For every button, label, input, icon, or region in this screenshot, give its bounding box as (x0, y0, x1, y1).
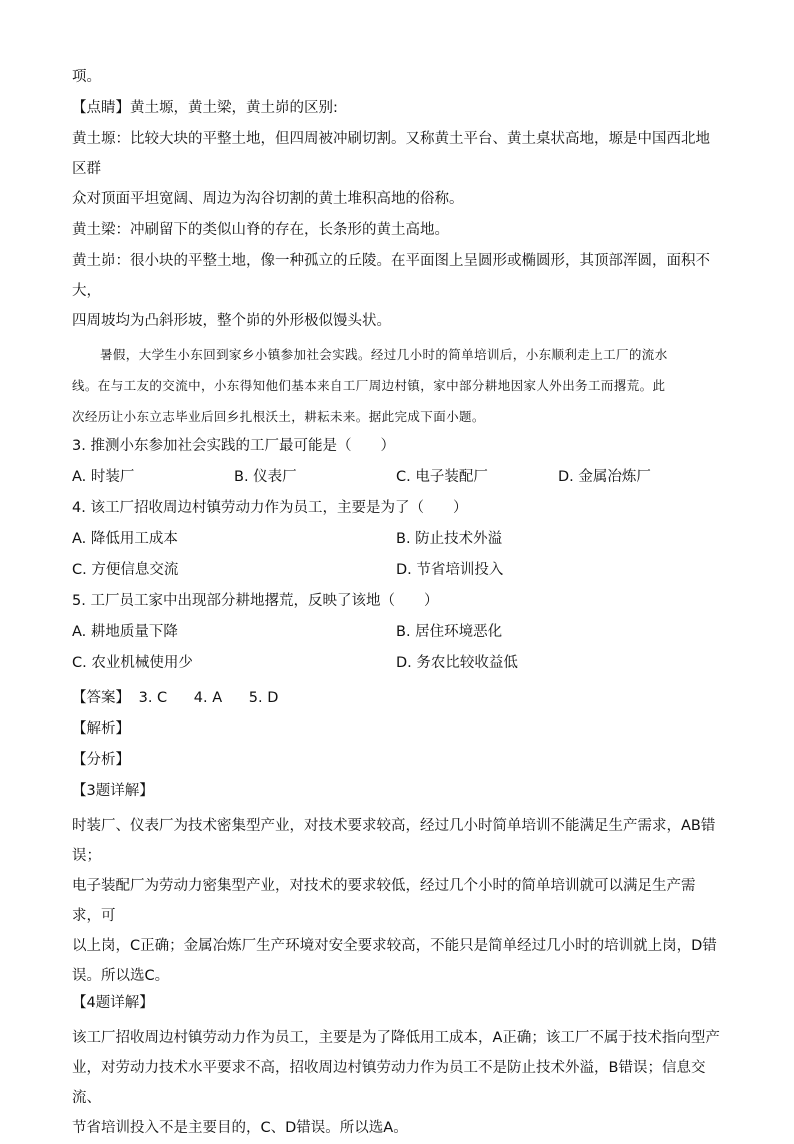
q5-option-b: B. 居住环境恶化 (396, 624, 503, 640)
q5-option-a: A. 耕地质量下降 (72, 624, 178, 640)
q3-option-c: C. 电子装配厂 (396, 469, 488, 485)
q3-detail-heading: 【3题详解】 (72, 783, 154, 799)
reading-passage (72, 340, 722, 431)
passage-line-2: 线。在与工友的交流中，小东得知他们基本来自工厂周边村镇，家中部分耕地因家人外出务工而撂荒。此 (72, 378, 666, 393)
q3-option-b: B. 仪表厂 (234, 469, 297, 485)
q4-detail-line-1: 该工厂招收周边村镇劳动力作为员工，主要是为了降低用工成本，A正确；该工厂不属于技术指向型产 (72, 1030, 720, 1046)
yuan-line-2: 众对顶面平坦宽阔、周边为沟谷切割的黄土堆积高地的俗称。 (72, 191, 464, 207)
mao-line-1: 黄土峁：很小块的平整土地，像一种孤立的丘陵。在平面图上呈圆形或椭圆形，其顶部浑圆，面积不大， (72, 253, 710, 299)
q4-option-d: D. 节省培训投入 (396, 562, 504, 578)
question-5-options-row-2 (72, 652, 722, 675)
analysis-heading: 【解析】 (72, 721, 130, 737)
answer-q3: 3. C (138, 690, 168, 706)
q4-detail-line-3: 节省培训投入不是主要目的，C、D错误。所以选A。 (72, 1120, 408, 1136)
q4-option-c: C. 方便信息交流 (72, 562, 179, 578)
q4-option-b: B. 防止技术外溢 (396, 531, 503, 547)
q4-detail-line-2: 业，对劳动力技术水平要求不高，招收周边村镇劳动力作为员工不是防止技术外溢，B错误；信息交流、 (72, 1060, 706, 1106)
q5-option-c: C. 农业机械使用少 (72, 655, 193, 671)
passage-line-1: 暑假，大学生小东回到家乡小镇参加社会实践。经过几小时的简单培训后，小东顺利走上工厂的流水 (100, 347, 668, 362)
q3-detail-line-1: 时装厂、仪表厂为技术密集型产业，对技术要求较高，经过几小时简单培训不能满足生产需求，AB错误； (72, 818, 716, 864)
yuan-line-1: 黄土塬：比较大块的平整土地，但四周被冲刷切割。又称黄土平台、黄土桌状高地，塬是中国西北地区群 (72, 131, 710, 177)
q5-option-d: D. 务农比较收益低 (396, 655, 518, 671)
q3-detail-line-3: 以上岗，C正确；金属冶炼厂生产环境对安全要求较高，不能只是简单经过几小时的培训就上岗，D错 (72, 938, 717, 954)
fenxi-heading: 【分析】 (72, 752, 130, 768)
liang-line: 黄土梁：冲刷留下的类似山脊的存在，长条形的黄土高地。 (72, 222, 449, 238)
answer-q4: 4. A (193, 690, 223, 706)
q3-detail-line-4: 误。所以选C。 (72, 968, 170, 984)
mao-line-2: 四周坡均为凸斜形坡，整个峁的外形极似馒头状。 (72, 313, 391, 329)
question-5-stem: 5. 工厂员工家中出现部分耕地撂荒，反映了该地（ ） (72, 593, 439, 609)
answer-q5: 5. D (248, 690, 279, 706)
question-5-options-row-1 (72, 621, 722, 644)
question-3-options (72, 466, 722, 489)
q3-option-d: D. 金属冶炼厂 (558, 469, 651, 485)
question-3-stem: 3. 推测小东参加社会实践的工厂最可能是（ ） (72, 438, 395, 454)
question-4-options-row-2 (72, 559, 722, 582)
answer-label: 【答案】 (72, 690, 130, 706)
q4-option-a: A. 降低用工成本 (72, 531, 178, 547)
passage-line-3: 次经历让小东立志毕业后回乡扎根沃土，耕耘未来。据此完成下面小题。 (72, 409, 485, 424)
q4-detail-heading: 【4题详解】 (72, 995, 154, 1011)
question-4-options-row-1 (72, 528, 722, 551)
document-page (72, 62, 722, 1144)
top-fragment: 项。 (72, 69, 101, 85)
answer-line (72, 687, 722, 710)
q3-detail-line-2: 电子装配厂为劳动力密集型产业，对技术的要求较低，经过几个小时的简单培训就可以满足生产需求，可 (72, 878, 696, 924)
q3-option-a: A. 时装厂 (72, 469, 135, 485)
question-4-stem: 4. 该工厂招收周边村镇劳动力作为员工，主要是为了（ ） (72, 500, 468, 516)
highlight-heading: 【点睛】黄土塬，黄土梁，黄土峁的区别: (72, 100, 338, 116)
